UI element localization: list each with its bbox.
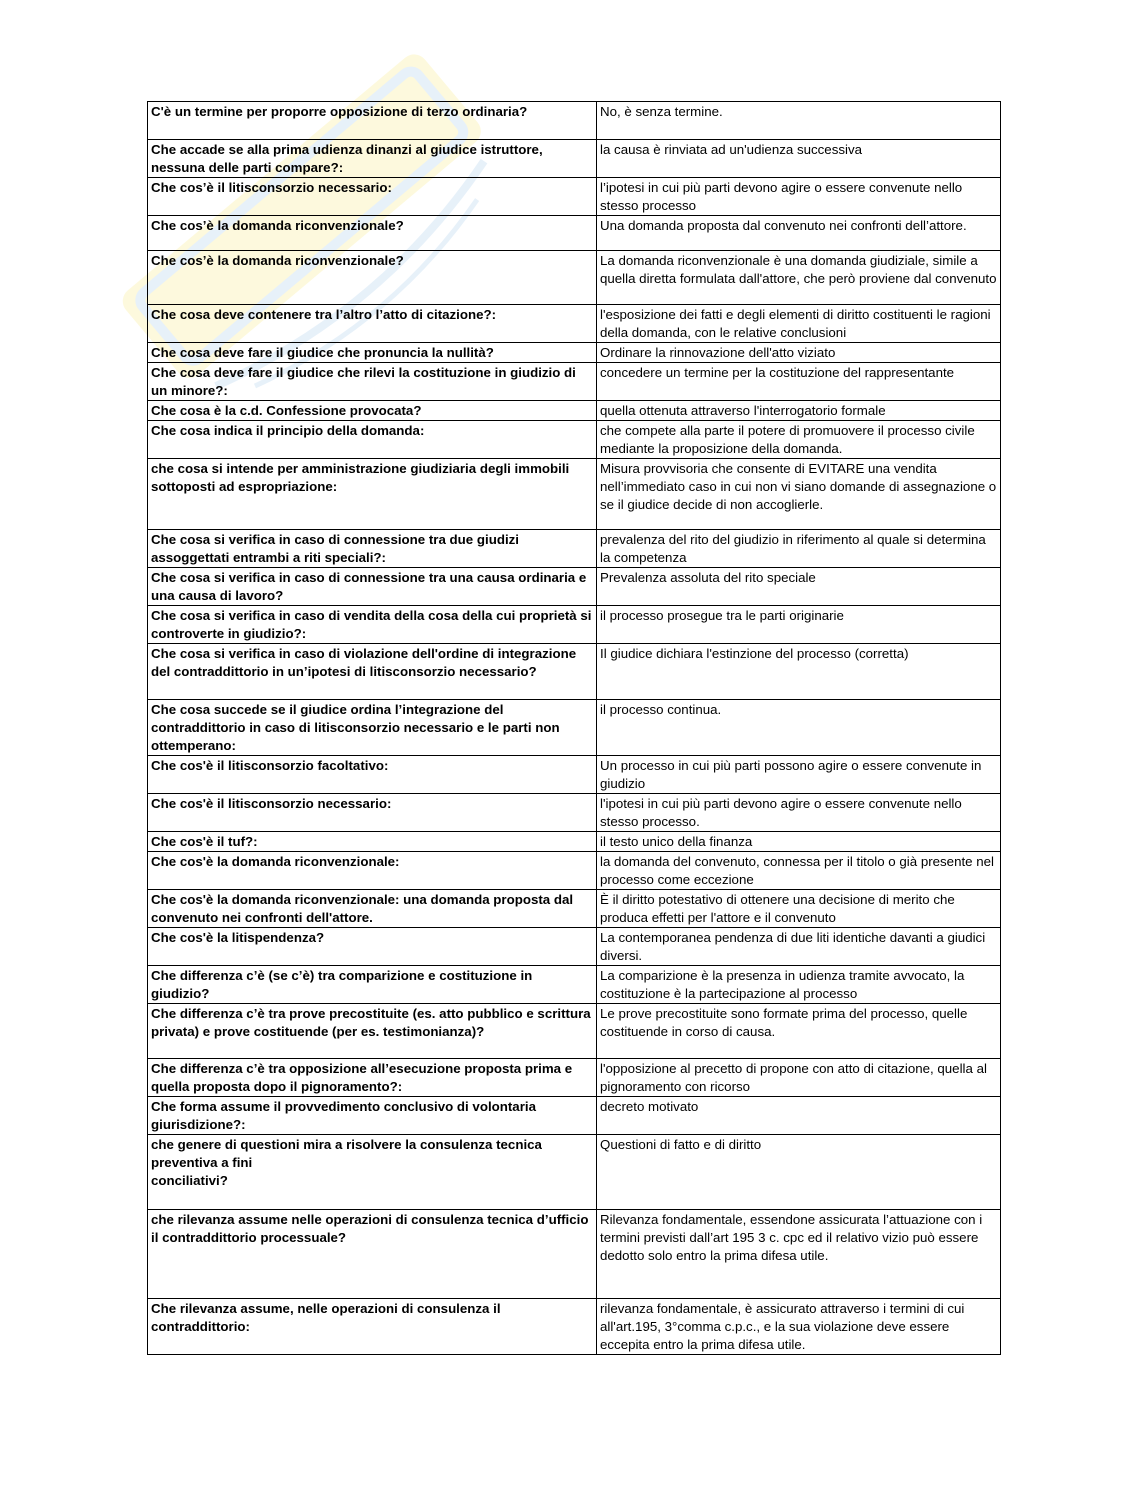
question-cell: Che cos'è il tuf?: [148, 832, 597, 852]
answer-cell: Prevalenza assoluta del rito speciale [597, 568, 1001, 606]
table-row [148, 102, 1001, 140]
question-cell: che cosa si intende per amministrazione giudiziaria degli immobili sottoposti ad espropriazione: [148, 459, 597, 530]
table-row [148, 1059, 1001, 1097]
table-row [148, 459, 1001, 530]
question-cell: C'è un termine per proporre opposizione di terzo ordinaria? [148, 102, 597, 140]
answer-cell: quella ottenuta attraverso l'interrogatorio formale [597, 401, 1001, 421]
table-row [148, 852, 1001, 890]
table-row [148, 700, 1001, 756]
question-cell: Che cos’è la domanda riconvenzionale? [148, 216, 597, 251]
table-row [148, 1135, 1001, 1210]
answer-cell: La comparizione è la presenza in udienza tramite avvocato, la costituzione è la partecipazione al processo [597, 966, 1001, 1004]
question-cell: che rilevanza assume nelle operazioni di consulenza tecnica d’ufficio il contraddittorio processuale? [148, 1210, 597, 1299]
table-row [148, 1097, 1001, 1135]
answer-cell: concedere un termine per la costituzione del rappresentante [597, 363, 1001, 401]
answer-cell: la causa è rinviata ad un'udienza successiva [597, 140, 1001, 178]
question-cell: Che cosa indica il principio della domanda: [148, 421, 597, 459]
question-cell: Che cos'è il litisconsorzio facoltativo: [148, 756, 597, 794]
question-cell: Che differenza c’è tra opposizione all’esecuzione proposta prima e quella proposta dopo il pignoramento?: [148, 1059, 597, 1097]
table-row [148, 1299, 1001, 1355]
table-row [148, 251, 1001, 305]
answer-cell: Un processo in cui più parti possono agire o essere convenute in giudizio [597, 756, 1001, 794]
table-row [148, 890, 1001, 928]
answer-cell: Il giudice dichiara l'estinzione del processo (corretta) [597, 644, 1001, 700]
answer-cell: No, è senza termine. [597, 102, 1001, 140]
table-row [148, 401, 1001, 421]
question-cell: Che rilevanza assume, nelle operazioni di consulenza il contraddittorio: [148, 1299, 597, 1355]
answer-cell: l'ipotesi in cui più parti devono agire o essere convenute nello stesso processo. [597, 794, 1001, 832]
answer-cell: il testo unico della finanza [597, 832, 1001, 852]
question-cell: Che cosa si verifica in caso di vendita della cosa della cui proprietà si controverte in giudizio?: [148, 606, 597, 644]
qa-table [147, 101, 1001, 1355]
answer-cell: il processo prosegue tra le parti originarie [597, 606, 1001, 644]
question-cell: Che differenza c’è tra prove precostituite (es. atto pubblico e scrittura privata) e prove costituende (per es. testimonianza)? [148, 1004, 597, 1059]
question-cell: che genere di questioni mira a risolvere la consulenza tecnica preventiva a fini conciliativi? [148, 1135, 597, 1210]
question-cell: Che cosa succede se il giudice ordina l’integrazione del contraddittorio in caso di litisconsorzio necessario e le parti non ottemperano: [148, 700, 597, 756]
table-row [148, 606, 1001, 644]
question-cell: Che cosa deve fare il giudice che pronuncia la nullità? [148, 343, 597, 363]
table-row [148, 756, 1001, 794]
question-cell: Che cosa è la c.d. Confessione provocata? [148, 401, 597, 421]
table-row [148, 568, 1001, 606]
table-row [148, 1004, 1001, 1059]
answer-cell: La domanda riconvenzionale è una domanda giudiziale, simile a quella diretta formulata dall'attore, che però proviene dal convenuto [597, 251, 1001, 305]
table-row [148, 966, 1001, 1004]
answer-cell: Una domanda proposta dal convenuto nei confronti dell’attore. [597, 216, 1001, 251]
question-cell: Che cos'è il litisconsorzio necessario: [148, 794, 597, 832]
question-cell: Che cos'è la domanda riconvenzionale: [148, 852, 597, 890]
table-row [148, 140, 1001, 178]
table-row [148, 794, 1001, 832]
question-cell: Che differenza c’è (se c’è) tra comparizione e costituzione in giudizio? [148, 966, 597, 1004]
question-cell: Che cosa si verifica in caso di connessione tra una causa ordinaria e una causa di lavoro? [148, 568, 597, 606]
question-cell: Che cos'è la litispendenza? [148, 928, 597, 966]
answer-cell: Misura provvisoria che consente di EVITARE una vendita nell’immediato caso in cui non vi siano domande di assegnazione o se il giudice decide di non accoglierle. [597, 459, 1001, 530]
question-cell: Che accade se alla prima udienza dinanzi al giudice istruttore, nessuna delle parti compare?: [148, 140, 597, 178]
table-row [148, 832, 1001, 852]
question-cell: Che cos'è la domanda riconvenzionale: una domanda proposta dal convenuto nei confronti dell'attore. [148, 890, 597, 928]
answer-cell: decreto motivato [597, 1097, 1001, 1135]
question-cell: Che cosa deve contenere tra l’altro l’atto di citazione?: [148, 305, 597, 343]
table-row [148, 421, 1001, 459]
answer-cell: La contemporanea pendenza di due liti identiche davanti a giudici diversi. [597, 928, 1001, 966]
answer-cell: Le prove precostituite sono formate prima del processo, quelle costituende in corso di causa. [597, 1004, 1001, 1059]
question-cell: Che cosa si verifica in caso di violazione dell'ordine di integrazione del contraddittorio in un’ipotesi di litisconsorzio necessario? [148, 644, 597, 700]
answer-cell: l'opposizione al precetto di propone con atto di citazione, quella al pignoramento con ricorso [597, 1059, 1001, 1097]
answer-cell: rilevanza fondamentale, è assicurato attraverso i termini di cui all'art.195, 3°comma c.p.c., e la sua violazione deve essere eccepita entro la prima difesa utile. [597, 1299, 1001, 1355]
answer-cell: Questioni di fatto e di diritto [597, 1135, 1001, 1210]
table-row [148, 216, 1001, 251]
answer-cell: la domanda del convenuto, connessa per il titolo o già presente nel processo come eccezione [597, 852, 1001, 890]
table-row [148, 343, 1001, 363]
answer-cell: l’ipotesi in cui più parti devono agire o essere convenute nello stesso processo [597, 178, 1001, 216]
answer-cell: Ordinare la rinnovazione dell'atto viziato [597, 343, 1001, 363]
answer-cell: Rilevanza fondamentale, essendone assicurata l’attuazione con i termini previsti dall’art 195 3 c. cpc ed il relativo vizio può essere dedotto solo entro la prima difesa utile. [597, 1210, 1001, 1299]
table-row [148, 305, 1001, 343]
answer-cell: prevalenza del rito del giudizio in riferimento al quale si determina la competenza [597, 530, 1001, 568]
table-row [148, 1210, 1001, 1299]
answer-cell: È il diritto potestativo di ottenere una decisione di merito che produca effetti per l'attore e il convenuto [597, 890, 1001, 928]
answer-cell: il processo continua. [597, 700, 1001, 756]
table-row [148, 530, 1001, 568]
answer-cell: l'esposizione dei fatti e degli elementi di diritto costituenti le ragioni della domanda, con le relative conclusioni [597, 305, 1001, 343]
table-row [148, 363, 1001, 401]
answer-cell: che compete alla parte il potere di promuovere il processo civile mediante la proposizione della domanda. [597, 421, 1001, 459]
question-cell: Che cosa si verifica in caso di connessione tra due giudizi assoggettati entrambi a riti speciali?: [148, 530, 597, 568]
question-cell: Che cosa deve fare il giudice che rilevi la costituzione in giudizio di un minore?: [148, 363, 597, 401]
question-cell: Che cos’è il litisconsorzio necessario: [148, 178, 597, 216]
table-row [148, 928, 1001, 966]
table-row [148, 178, 1001, 216]
table-row [148, 644, 1001, 700]
question-cell: Che cos’è la domanda riconvenzionale? [148, 251, 597, 305]
question-cell: Che forma assume il provvedimento conclusivo di volontaria giurisdizione?: [148, 1097, 597, 1135]
